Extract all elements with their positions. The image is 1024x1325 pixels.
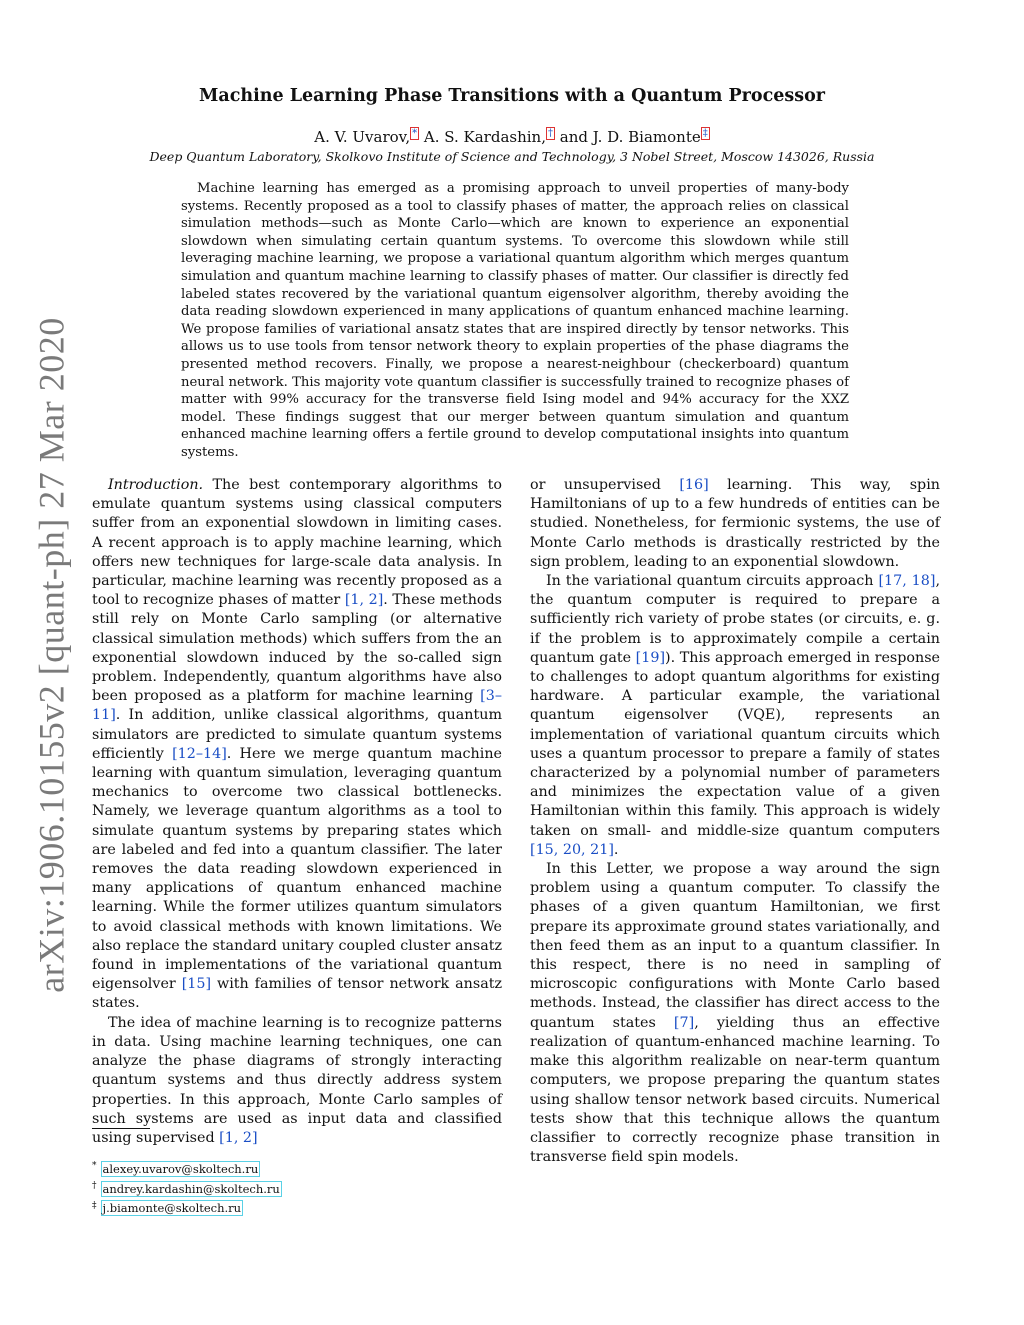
footnote-item: ‡ j.biamonte@skoltech.ru bbox=[92, 1200, 242, 1216]
footnotes bbox=[92, 1158, 282, 1217]
ml-paragraph: The idea of machine learning is to recognize patterns in data. Using machine learning techniques, one can analyze the phase diagrams of strongly interacting quantum systems and thus directly address system properties. In this approach, Monte Carlo samples of such systems are used as input data and classified using supervised [1, 2] bbox=[92, 1014, 502, 1146]
left-column bbox=[92, 476, 502, 1148]
footnote-link-ddagger[interactable]: ‡ bbox=[702, 128, 708, 139]
footnote-divider bbox=[92, 1128, 150, 1129]
intro-paragraph: Introduction. The best contemporary algorithms to emulate quantum systems using classical computers suffer from an exponential slowdown in limiting cases. A recent approach is to apply machine learning, which offers new techniques for large-scale data analysis. In particular, machine learning was recently proposed as a tool to recognize phases of matter [1, 2]. These methods still rely on Monte Carlo sampling (or alternative classical simulation methods) which suffers from the an exponential slowdown induced by the so-called sign problem. Independently, quantum algorithms have also been proposed as a platform for machine learning [3–11]. In addition, unlike classical algorithms, quantum simulators are predicted to simulate quantum systems efficiently [12–14]. Here we merge quantum machine learning with quantum simulation, leveraging quantum mechanics to overcome two classical bottlenecks. Namely, we leverage quantum algorithms as a tool to simulate quantum systems by preparing states which are labeled and fed into a quantum classifier. The later removes the data reading slowdown experienced in many applications of quantum enhanced machine learning. While the former utilizes quantum simulators to avoid classical methods with known limitations. We also replace the standard unitary coupled cluster ansatz found in implementations of the variational quantum eigensolver [15] with families of tensor network ansatz states. bbox=[92, 477, 502, 1012]
affiliation: Deep Quantum Laboratory, Skolkovo Institute of Science and Technology, 3 Nobel Street, Moscow 143026, Russia bbox=[149, 149, 875, 164]
footnote-link-dagger[interactable]: † bbox=[547, 128, 553, 139]
footnote-link-star[interactable]: * bbox=[412, 128, 418, 139]
email-link[interactable]: andrey.kardashin@skoltech.ru bbox=[102, 1181, 280, 1196]
continuation-paragraph: or unsupervised [16] learning. This way, spin Hamiltonians of up to a few hundreds of entities can be studied. Nonetheless, for fermionic systems, the use of Monte Carlo methods is drastically restricted by the sign problem, leading to an exponential slowdown. bbox=[530, 477, 940, 570]
intro-heading: Introduction. bbox=[108, 477, 204, 493]
paper-title: Machine Learning Phase Transitions with a Quantum Processor bbox=[199, 86, 825, 106]
arxiv-identifier-text: arXiv:1906.10155v2 [quant-ph] 27 Mar 2020 bbox=[32, 317, 73, 993]
citation-link[interactable]: [15, 20, 21] bbox=[530, 841, 614, 858]
author-list bbox=[0, 128, 1024, 146]
author-biamonte: and J. D. Biamonte bbox=[554, 128, 701, 146]
author-kardashin: A. S. Kardashin, bbox=[419, 128, 546, 146]
footnote-item: * alexey.uvarov@skoltech.ru bbox=[92, 1161, 259, 1176]
email-link[interactable]: j.biamonte@skoltech.ru bbox=[102, 1201, 242, 1216]
citation-link[interactable]: [3–11] bbox=[92, 688, 502, 724]
citation-link[interactable]: [1, 2] bbox=[344, 592, 384, 609]
citation-link[interactable]: [1, 2] bbox=[219, 1129, 258, 1146]
citation-link[interactable]: [12–14] bbox=[172, 745, 227, 762]
citation-link[interactable]: [15] bbox=[181, 976, 212, 993]
citation-link[interactable]: [17, 18] bbox=[878, 573, 936, 590]
author-uvarov: A. V. Uvarov, bbox=[314, 128, 411, 146]
footnote-item: † andrey.kardashin@skoltech.ru bbox=[92, 1180, 280, 1196]
arxiv-identifier bbox=[30, 317, 74, 993]
vqc-paragraph: In the variational quantum circuits approach [17, 18], the quantum computer is required to prepare a sufficiently rich variety of probe states (or circuits, e. g. if the problem is to approximately compile a certain quantum gate [19]). This approach emerged in response to challenges to adopt quantum algorithms for existing hardware. A particular example, the variational quantum eigensolver (VQE), represents an implementation of variational quantum circuits which uses a quantum processor to prepare a family of states characterized by a polynomial number of parameters and minimizes the expectation value of a given Hamiltonian within this family. This approach is widely taken on small- and middle-size quantum computers [15, 20, 21]. bbox=[530, 573, 941, 858]
right-column bbox=[530, 476, 940, 1167]
email-link[interactable]: alexey.uvarov@skoltech.ru bbox=[102, 1161, 259, 1176]
citation-link[interactable]: [19] bbox=[635, 649, 666, 666]
abstract: Machine learning has emerged as a promising approach to unveil properties of many-body systems. Recently proposed as a tool to classify phases of matter, the approach relies on classical simulation methods—such as Monte Carlo—which are known to experience an exponential slowdown when simulating certain quantum systems. To overcome this slowdown while still leveraging machine learning, we propose a variational quantum algorithm which merges quantum simulation and quantum machine learning to classify phases of matter. Our classifier is directly fed labeled states recovered by the variational quantum eigensolver algorithm, thereby avoiding the data reading slowdown experienced in many applications of quantum enhanced machine learning. We propose families of variational ansatz states that are inspired directly by tensor networks. This allows us to use tools from tensor network theory to explain properties of the phase diagrams the presented method recovers. Finally, we propose a nearest-neighbour (checkerboard) quantum neural network. This majority vote quantum classifier is successfully trained to recognize phases of matter with 99% accuracy for the transverse field Ising model and 94% accuracy for the XXZ model. These findings suggest that our merger between quantum simulation and quantum enhanced machine learning offers a fertile ground to develop computational insights into quantum systems. bbox=[181, 181, 849, 460]
citation-link[interactable]: [7] bbox=[673, 1014, 695, 1031]
letter-paragraph: In this Letter, we propose a way around the sign problem using a quantum computer. To classify the phases of a given quantum Hamiltonian, we first prepare its approximate ground states variationally, and then feed them as an input to a quantum classifier. In this respect, there is no need in sampling of microscopic configurations with Monte Carlo based methods. Instead, the classifier has direct access to the quantum states [7], yielding thus an effective realization of quantum-enhanced machine learning. To make this algorithm realizable on near-term quantum computers, we propose preparing the quantum states using shallow tensor network based circuits. Numerical tests show that this technique allows the quantum classifier to correctly recognize phase transition in transverse field spin models. bbox=[530, 861, 940, 1166]
citation-link[interactable]: [16] bbox=[679, 477, 709, 493]
